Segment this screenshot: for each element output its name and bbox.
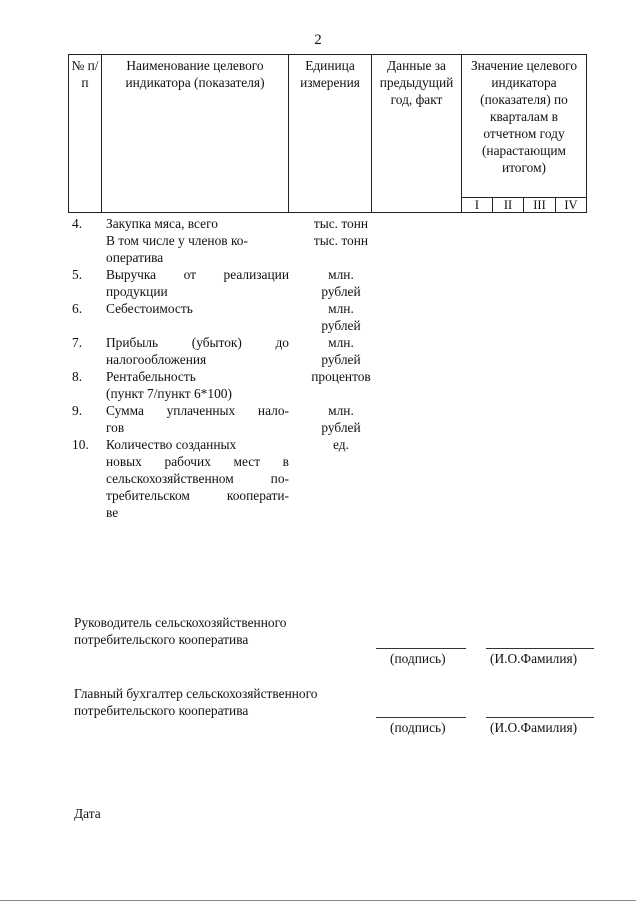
- row-name: [106, 436, 289, 521]
- table-row: [72, 436, 385, 521]
- row-number: 7.: [72, 335, 83, 350]
- row-unit: [297, 334, 385, 368]
- header-col-unit: Единица измерения: [289, 55, 372, 213]
- head-name-line: [486, 648, 594, 649]
- row-name: [106, 215, 289, 266]
- row-unit-line: млн.: [328, 403, 354, 418]
- row-name-line: Выручка от реализации: [106, 267, 289, 282]
- table-row: [72, 368, 385, 402]
- row-unit-line: рублей: [321, 284, 361, 299]
- row-unit-line: млн.: [328, 335, 354, 350]
- row-name-line: (пункт 7/пункт 6*100): [106, 386, 232, 401]
- row-name: [106, 300, 289, 334]
- header-col-prev-year: Данные за предыдущий год, факт: [372, 55, 462, 213]
- header-col-quarter-values: Значение целевого индикатора (показателя) по кварталам в отчетном году (нарастающим итогом): [462, 55, 587, 198]
- head-signature-caption: (подпись): [390, 651, 446, 666]
- accountant-signature-caption: (подпись): [390, 720, 446, 735]
- accountant-title-line: Главный бухгалтер сельскохозяйственного: [74, 686, 318, 701]
- header-col-name: Наименование целевого индикатора (показателя): [102, 55, 289, 213]
- row-unit-line: процентов: [311, 369, 371, 384]
- row-name: [106, 334, 289, 368]
- page-number: 2: [314, 32, 322, 48]
- table-row: [72, 266, 385, 300]
- row-unit: [297, 436, 385, 521]
- row-name: [106, 266, 289, 300]
- row-unit-line: млн.: [328, 301, 354, 316]
- row-unit-line: тыс. тонн: [313, 216, 369, 231]
- row-unit: [297, 266, 385, 300]
- row-name-line: гов: [106, 420, 125, 435]
- indicator-table-header: [68, 54, 587, 213]
- table-row: [72, 215, 385, 266]
- row-name-line: Прибыль (убыток) до: [106, 335, 289, 350]
- accountant-title-line: потребительского кооператива: [74, 703, 249, 718]
- row-name-line: Сумма уплаченных нало-: [106, 403, 289, 418]
- table-row: [72, 300, 385, 334]
- row-unit: [297, 402, 385, 436]
- row-name-line: оператива: [106, 250, 164, 265]
- row-name-line: продукции: [106, 284, 168, 299]
- head-title-line: Руководитель сельскохозяйственного: [74, 615, 287, 630]
- row-number: 10.: [72, 437, 89, 452]
- row-unit-line: рублей: [321, 420, 361, 435]
- row-number: 5.: [72, 267, 83, 282]
- row-number: 9.: [72, 403, 83, 418]
- header-quarter: IV: [556, 198, 587, 213]
- indicator-rows: [72, 215, 385, 521]
- header-quarter: III: [524, 198, 556, 213]
- head-name-caption: (И.О.Фамилия): [490, 651, 578, 666]
- table-row: [72, 402, 385, 436]
- row-name-line: новых рабочих мест в: [106, 454, 289, 469]
- table-row: [72, 334, 385, 368]
- page-bottom-edge: [0, 900, 636, 901]
- accountant-name-caption: (И.О.Фамилия): [490, 720, 578, 735]
- header-quarter: II: [493, 198, 524, 213]
- head-title-line: потребительского кооператива: [74, 632, 249, 647]
- row-unit-line: млн.: [328, 267, 354, 282]
- date-label: Дата: [74, 806, 101, 821]
- row-name-line: налогообложения: [106, 352, 207, 367]
- accountant-name-line: [486, 717, 594, 718]
- row-name-line: сельскохозяйственном по-: [106, 471, 289, 486]
- row-unit-line: тыс. тонн: [313, 233, 369, 248]
- row-unit: [297, 215, 385, 266]
- row-unit-line: рублей: [321, 318, 361, 333]
- row-unit: [297, 300, 385, 334]
- row-name-line: Закупка мяса, всего: [106, 216, 218, 231]
- row-name: [106, 368, 289, 402]
- accountant-signature-title: [74, 685, 317, 719]
- row-name-line: ве: [106, 505, 119, 520]
- row-unit-line: рублей: [321, 352, 361, 367]
- row-number: 6.: [72, 301, 83, 316]
- row-number: 8.: [72, 369, 83, 384]
- head-signature-line: [376, 648, 466, 649]
- row-name-line: Рентабельность: [106, 369, 196, 384]
- row-name-line: Количество созданных: [106, 437, 237, 452]
- row-name-line: требительском кооперати-: [106, 488, 289, 503]
- row-unit-line: ед.: [333, 437, 349, 452]
- row-name: [106, 402, 289, 436]
- row-name-line: В том числе у членов ко-: [106, 233, 248, 248]
- header-col-number: № п/п: [69, 55, 102, 213]
- head-signature-title: [74, 614, 286, 648]
- row-name-line: Себестоимость: [106, 301, 193, 316]
- row-unit: [297, 368, 385, 402]
- accountant-signature-line: [376, 717, 466, 718]
- row-number: 4.: [72, 216, 83, 231]
- header-quarter: I: [462, 198, 493, 213]
